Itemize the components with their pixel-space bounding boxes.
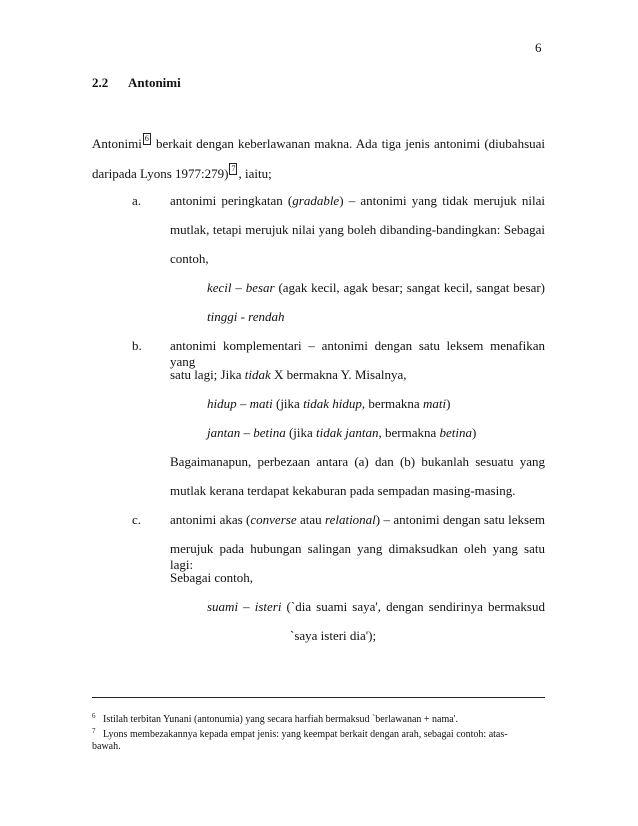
item-c-term: relational xyxy=(325,512,376,527)
footnote-divider xyxy=(92,697,545,698)
page-number: 6 xyxy=(535,40,542,55)
example-term: kecil – besar xyxy=(207,280,275,295)
item-a-example-2 xyxy=(207,309,285,325)
item-a-term: gradable xyxy=(292,193,340,208)
item-a-example-1 xyxy=(207,280,545,296)
example-text: (jika xyxy=(285,425,317,440)
footnote-number: 7 xyxy=(92,727,96,735)
intro-word: Antonimi xyxy=(92,136,142,151)
item-b-term: tidak xyxy=(244,367,271,382)
item-c-text: antonimi akas ( xyxy=(170,512,251,527)
example-text: , bermakna xyxy=(378,425,440,440)
example-term: tidak jantan xyxy=(316,425,379,440)
item-c-marker: c. xyxy=(132,512,142,527)
example-term: mati xyxy=(422,396,447,411)
footnote-ref-6: 6 xyxy=(144,134,149,143)
example-text: (jika xyxy=(272,396,304,411)
item-c-term: converse xyxy=(250,512,297,527)
intro-line-1 xyxy=(92,133,545,152)
footnote-7-cont: bawah. xyxy=(92,741,121,752)
item-b-text: satu lagi; Jika xyxy=(170,367,245,382)
footnote-ref-7: 7 xyxy=(231,164,236,173)
item-b-line-2 xyxy=(170,367,407,383)
item-c-line-1 xyxy=(170,512,545,528)
footnote-6 xyxy=(92,712,458,725)
item-a-marker: a. xyxy=(132,193,142,208)
item-b-example-1 xyxy=(207,396,450,412)
item-b-note-line-2: mutlak kerana terdapat kekaburan pada sempadan masing-masing. xyxy=(170,483,516,498)
section-title: Antonimi xyxy=(128,75,181,90)
item-a-text-post: ) – antonimi yang tidak merujuk nilai xyxy=(339,193,545,208)
intro-line2a: daripada Lyons 1977:279) xyxy=(92,166,229,181)
item-c-line-2: merujuk pada hubungan salingan yang dimaksudkan oleh yang satu lagi: xyxy=(170,541,545,572)
example-term: tidak hidup xyxy=(303,396,362,411)
item-a-text: antonimi peringkatan ( xyxy=(170,193,293,208)
item-b-note-line-1: Bagaimanapun, perbezaan antara (a) dan (b) bukanlah sesuatu yang xyxy=(170,454,545,469)
item-c-example-1 xyxy=(207,599,545,615)
example-term: hidup – mati xyxy=(207,396,273,411)
example-term: betina xyxy=(439,425,473,440)
item-c-text: atau xyxy=(296,512,325,527)
intro-rest: berkait dengan keberlawanan makna. Ada tiga jenis antonimi (diubahsuai xyxy=(156,136,546,151)
example-text: , bermakna xyxy=(361,396,423,411)
example-text: ) xyxy=(446,396,451,411)
footnote-7 xyxy=(92,727,508,740)
item-b-line-1: antonimi komplementari – antonimi dengan satu leksem menafikan yang xyxy=(170,338,545,369)
section-number: 2.2 xyxy=(92,75,109,90)
item-b-marker: b. xyxy=(132,338,142,353)
item-a-line-1 xyxy=(170,193,545,209)
item-c-line-3: Sebagai contoh, xyxy=(170,570,254,585)
intro-line-2 xyxy=(92,163,272,182)
item-c-example-1-cont: `saya isteri dia'); xyxy=(290,628,377,643)
example-text: ) xyxy=(472,425,477,440)
item-b-text-post: X bermakna Y. Misalnya, xyxy=(270,367,407,382)
footnote-text: Istilah terbitan Yunani (antonumia) yang secara harfiah bermaksud `berlawanan + nama'. xyxy=(103,714,458,725)
item-c-text-post: ) – antonimi dengan satu leksem xyxy=(375,512,545,527)
item-b-example-2 xyxy=(207,425,476,441)
example-term: tinggi - rendah xyxy=(207,309,285,324)
footnote-number: 6 xyxy=(92,712,96,720)
item-a-line-3: contoh, xyxy=(170,251,209,266)
example-gloss: (agak kecil, agak besar; sangat kecil, sangat besar) xyxy=(278,280,546,295)
intro-line2b: , iaitu; xyxy=(238,166,272,181)
item-a-line-2: mutlak, tetapi merujuk nilai yang boleh dibanding-bandingkan: Sebagai xyxy=(170,222,545,237)
example-gloss: (`dia suami saya', dengan sendirinya bermaksud xyxy=(286,599,545,614)
footnote-text: Lyons membezakannya kepada empat jenis: yang keempat berkait dengan arah, sebagai contoh: atas- xyxy=(103,729,508,740)
example-term: jantan – betina xyxy=(207,425,286,440)
example-term: suami – isteri xyxy=(207,599,282,614)
